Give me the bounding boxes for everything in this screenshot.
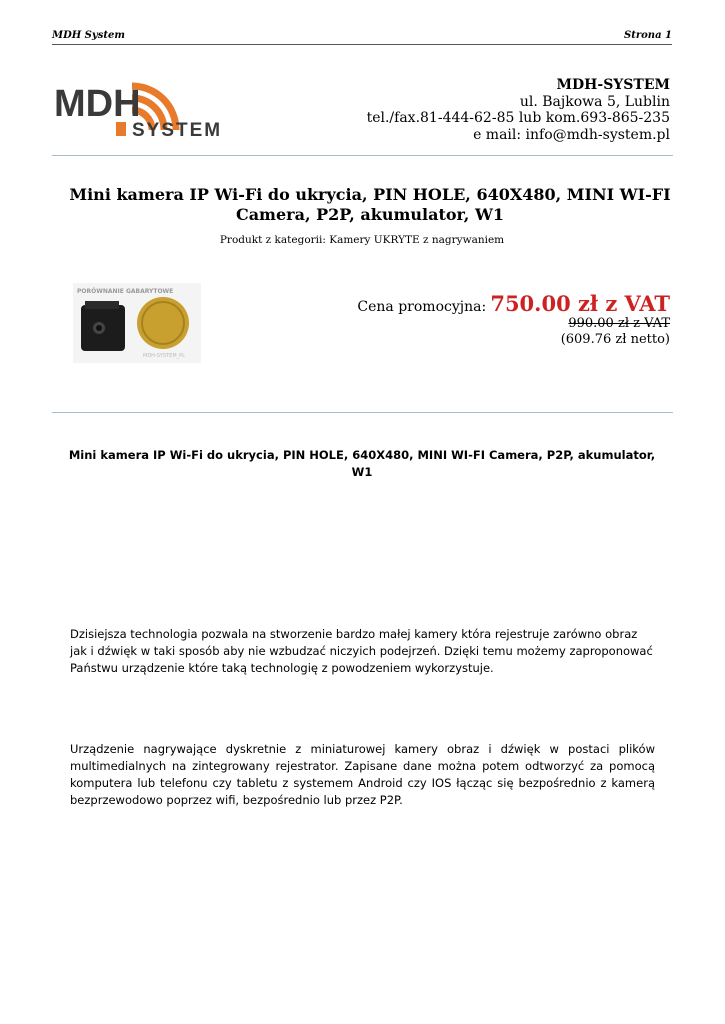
company-address: ul. Bajkowa 5, Lublin (519, 93, 670, 110)
old-price: 990.00 zł z VAT (568, 316, 670, 331)
content-title: Mini kamera IP Wi-Fi do ukrycia, PIN HOLE, 640X480, MINI WI-FI Camera, P2P, akumulator, W1 (68, 448, 656, 479)
divider (52, 412, 673, 413)
image-watermark: MDH-SYSTEM_PL (143, 353, 185, 359)
divider (52, 155, 673, 156)
header-page-number: Strona 1 (624, 30, 672, 41)
company-email: e mail: info@mdh-system.pl (473, 126, 670, 143)
company-info (367, 77, 670, 143)
promo-price-value: 750.00 zł z VAT (490, 291, 670, 316)
logo-system-text: SYSTEM (132, 120, 223, 138)
net-price: (609.76 zł netto) (560, 332, 670, 347)
promo-price-label: Cena promocyjna: (357, 299, 487, 315)
product-category: Produkt z kategorii: Kamery UKRYTE z nagrywaniem (219, 234, 505, 246)
company-logo (54, 80, 254, 138)
page-header (52, 28, 672, 45)
description-paragraph-1: Dzisiejsza technologia pozwala na stworzenie bardzo małej kamery która rejestruje zarówno obraz jak i dźwięk w taki sposób aby nie wzbudzać niczyich podejrzeń. Dzięki temu możemy zaproponować Państwu urządzenie które taką technologię z powodzeniem wykorzystuje. (70, 627, 653, 675)
description-paragraph-2: Urządzenie nagrywające dyskretnie z miniaturowej kamery obraz i dźwięk w postaci plików multimedialnych na zintegrowany rejestrator. Zapisane dane można potem odtworzyć za pomocą komputera lub telefonu czy tabletu z systemem Android czy IOS łącząc się bezpośrednio z kamerą bezprzewodowo poprzez wifi, bezpośrednio lub przez P2P. (70, 742, 655, 807)
price-block (357, 291, 670, 348)
company-name: MDH-SYSTEM (556, 77, 670, 93)
logo-mdh-text: MDH (54, 83, 141, 125)
product-image (73, 283, 201, 363)
company-phone: tel./fax.81-444-62-85 lub kom.693-865-235 (366, 110, 670, 126)
image-caption: PORÓWNANIE GABARYTOWE (77, 288, 174, 295)
product-title: Mini kamera IP Wi-Fi do ukrycia, PIN HOLE, 640X480, MINI WI-FI Camera, P2P, akumulator, W1 (69, 185, 671, 224)
header-site-name: MDH System (52, 30, 125, 41)
